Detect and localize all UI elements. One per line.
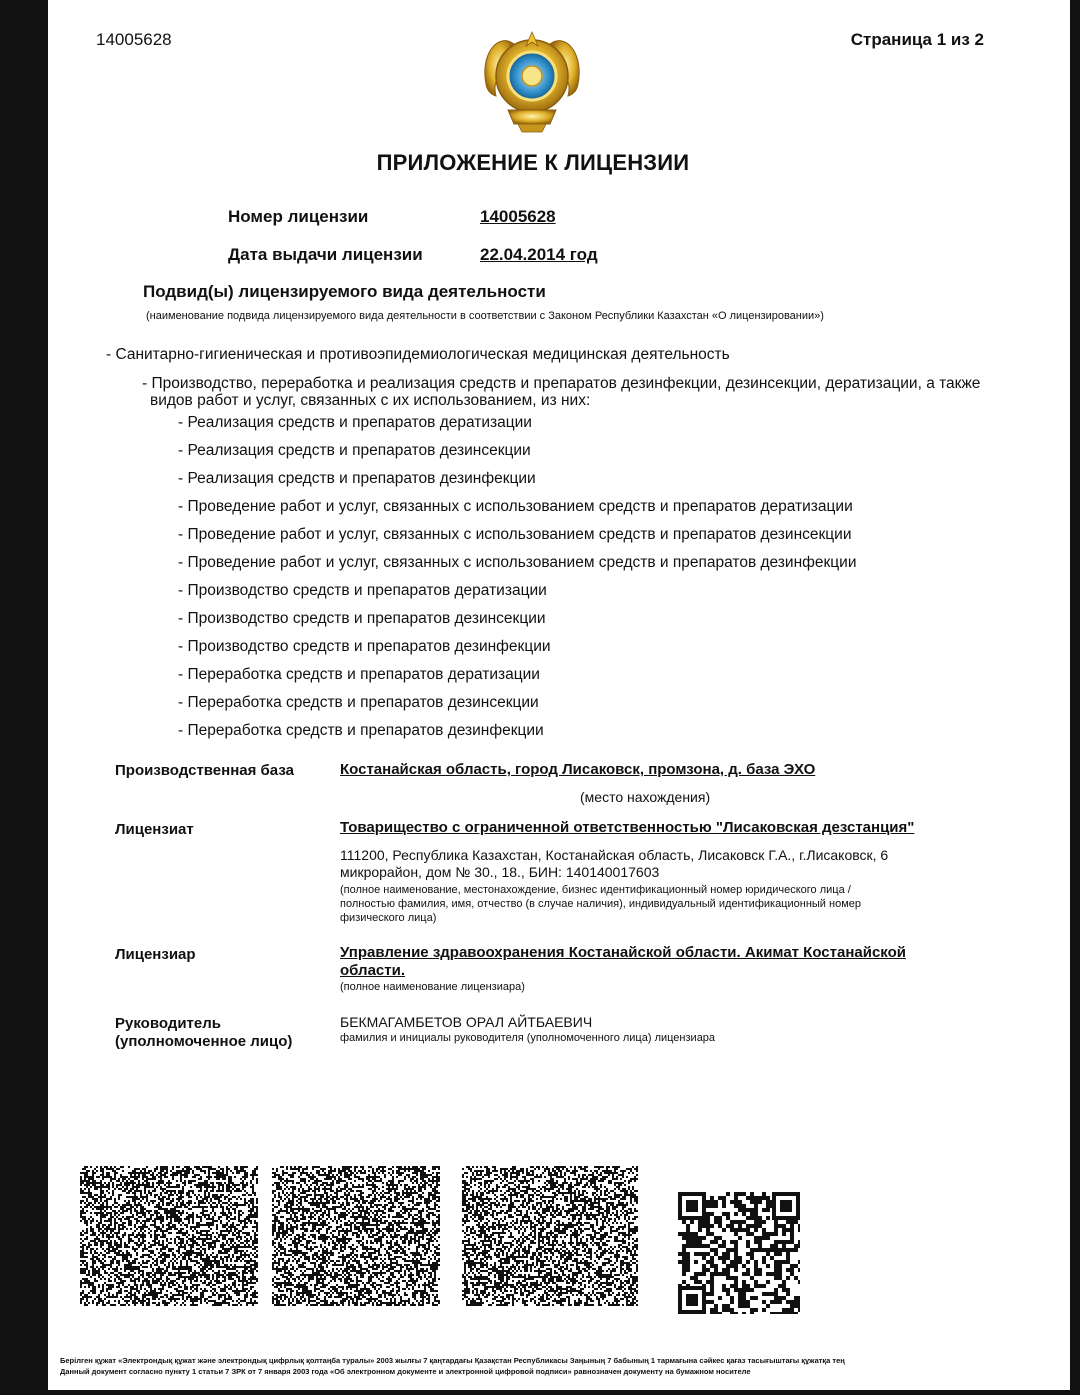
activity-item: - Производство средств и препаратов дезинсекции — [178, 610, 546, 627]
activity-item: - Проведение работ и услуг, связанных с использованием средств и препаратов дератизации — [178, 498, 853, 515]
state-emblem-kazakhstan-icon — [478, 24, 586, 136]
licensor-label: Лицензиар — [115, 946, 196, 963]
production-base-label: Производственная база — [115, 762, 294, 779]
footer-legal-kz: Берілген құжат «Электрондық құжат және электрондық цифрлық қолтаңба туралы» 2003 жылғы 7 қаңтардағы Қазақстан Республикасы Заңының 7 бабының 1 тармағына сәйкес қағаз тасығыштағы құжатқа тең — [60, 1356, 845, 1365]
licensee-address: микрорайон, дом № 30., 18., БИН: 140140017603 — [340, 864, 660, 880]
signature-qr-code-3 — [462, 1166, 638, 1306]
activity-item: - Переработка средств и препаратов дезинсекции — [178, 694, 539, 711]
activity-note: (наименование подвида лицензируемого вида деятельности в соответствии с Законом Республики Казахстан «О лицензировании») — [146, 310, 824, 322]
licensee-address: 111200, Республика Казахстан, Костанайская область, Лисаковск Г.А., г.Лисаковск, 6 — [340, 847, 889, 863]
licensee-note: физического лица) — [340, 912, 437, 924]
activity-item: - Производство средств и препаратов дезинфекции — [178, 638, 551, 655]
document-title: ПРИЛОЖЕНИЕ К ЛИЦЕНЗИИ — [376, 150, 690, 175]
activity-item: - Реализация средств и препаратов дезинфекции — [178, 470, 536, 487]
license-date-label: Дата выдачи лицензии — [228, 245, 423, 264]
signature-qr-code-2 — [272, 1166, 440, 1306]
activity-item: - Реализация средств и препаратов дератизации — [178, 414, 532, 431]
licensee-label: Лицензиат — [115, 821, 194, 838]
activity-item: - Реализация средств и препаратов дезинсекции — [178, 442, 531, 459]
licensor-value: Управление здравоохранения Костанайской области. Акимат Костанайской — [340, 944, 906, 961]
licensor-note: (полное наименование лицензиара) — [340, 981, 525, 993]
license-number-value: 14005628 — [480, 207, 556, 226]
activity-item: - Переработка средств и препаратов дератизации — [178, 666, 540, 683]
licensee-note: (полное наименование, местонахождение, бизнес идентификационный номер юридического лица / — [340, 884, 851, 896]
license-number-label: Номер лицензии — [228, 207, 369, 226]
document-number: 14005628 — [96, 30, 172, 49]
activity-item: - Проведение работ и услуг, связанных с использованием средств и препаратов дезинфекции — [178, 554, 857, 571]
production-base-note: (место нахождения) — [580, 789, 711, 805]
activity-heading: Подвид(ы) лицензируемого вида деятельности — [143, 282, 546, 301]
license-date-value: 22.04.2014 год — [480, 245, 598, 264]
page-counter: Страница 1 из 2 — [850, 30, 984, 49]
activity-level0: - Санитарно-гигиеническая и противоэпидемиологическая медицинская деятельность — [106, 346, 730, 363]
activity-level1-line2: видов работ и услуг, связанных с их использованием, из них: — [150, 392, 591, 409]
activity-item: - Переработка средств и препаратов дезинфекции — [178, 722, 544, 739]
head-label: Руководитель — [115, 1015, 221, 1032]
head-label: (уполномоченное лицо) — [115, 1033, 293, 1050]
signature-qr-code-1 — [80, 1166, 258, 1306]
activity-level1-line1: - Производство, переработка и реализация средств и препаратов дезинфекции, дезинсекции, дератизации, а также — [142, 375, 981, 392]
licensee-value: Товарищество с ограниченной ответственностью "Лисаковская дезстанция" — [340, 819, 915, 836]
document-qr-code — [678, 1192, 800, 1314]
head-note: фамилия и инициалы руководителя (уполномоченного лица) лицензиара — [340, 1032, 716, 1044]
document-page — [48, 0, 1070, 1390]
head-name: БЕКМАГАМБЕТОВ ОРАЛ АЙТБАЕВИЧ — [340, 1014, 593, 1030]
production-base-value: Костанайская область, город Лисаковск, промзона, д. база ЭХО — [340, 761, 816, 778]
activity-item: - Производство средств и препаратов дератизации — [178, 582, 547, 599]
footer-legal-ru: Данный документ согласно пункту 1 статьи 7 ЗРК от 7 января 2003 года «Об электронном документе и электронной цифровой подписи» равнозначен документу на бумажном носителе — [60, 1367, 751, 1376]
licensor-value: области. — [340, 962, 406, 979]
activity-item: - Проведение работ и услуг, связанных с использованием средств и препаратов дезинсекции — [178, 526, 852, 543]
licensee-note: полностью фамилия, имя, отчество (в случае наличия), индивидуальный идентификационный номер — [340, 898, 861, 910]
